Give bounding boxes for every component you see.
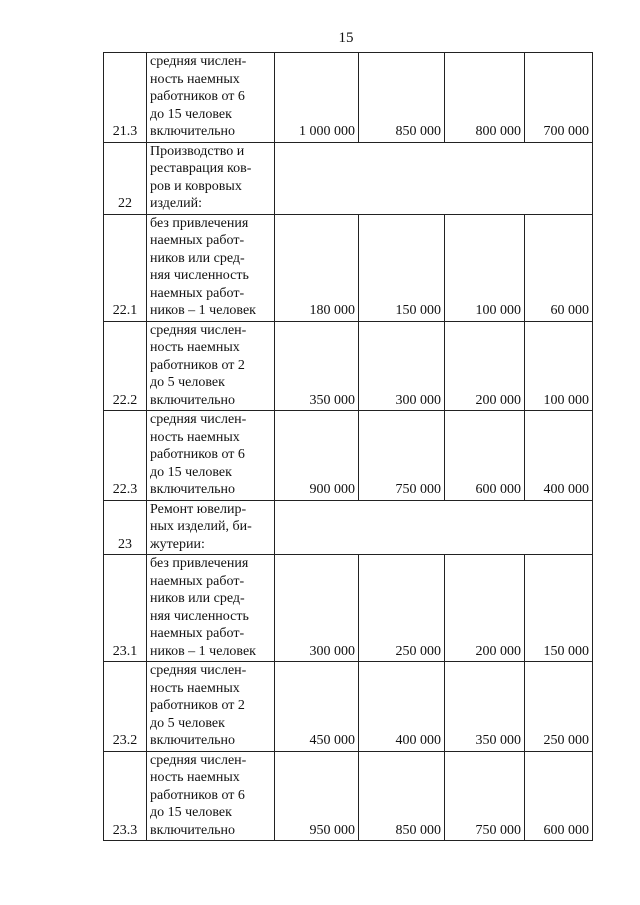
value-cell: 150 000: [359, 214, 445, 321]
row-description: [147, 321, 275, 411]
table-row: [104, 751, 593, 841]
description-line: ность наемных: [150, 71, 240, 87]
row-description: [147, 53, 275, 143]
description-line: включительно: [150, 482, 236, 497]
value-cell: 180 000: [275, 214, 359, 321]
description-line: работников от 6: [150, 447, 245, 462]
value-cell: 600 000: [445, 411, 525, 501]
tariff-table: [103, 52, 593, 841]
row-number: 23.3: [104, 751, 147, 841]
value-cell: 750 000: [359, 411, 445, 501]
description-line: без привлечения: [150, 556, 249, 571]
row-number: 22.3: [104, 411, 147, 501]
value-cell: 750 000: [445, 751, 525, 841]
value-cell: 350 000: [275, 321, 359, 411]
description-line: наемных работ-: [150, 233, 245, 248]
row-description: [147, 555, 275, 662]
description-line: средняя числен-: [150, 663, 247, 678]
description-line: включительно: [150, 733, 236, 748]
description-line: до 5 человек: [150, 375, 225, 390]
value-cell: 300 000: [359, 321, 445, 411]
value-cell: 400 000: [359, 662, 445, 752]
table-body: [104, 53, 593, 841]
section-row: [104, 500, 593, 555]
row-number: 23: [104, 500, 147, 555]
description-line: ников или сред-: [150, 250, 245, 266]
table-row: [104, 214, 593, 321]
description-line: включительно: [150, 822, 236, 838]
description-line: работников от 6: [150, 89, 245, 104]
value-cell: 150 000: [525, 555, 593, 662]
value-cell: 950 000: [275, 751, 359, 841]
value-cell: 200 000: [445, 321, 525, 411]
description-line: включительно: [150, 392, 236, 408]
row-description: [147, 411, 275, 501]
value-cell: 1 000 000: [275, 53, 359, 143]
description-line: ников – 1 человек: [150, 643, 256, 659]
description-line: работников от 2: [150, 357, 245, 373]
description-line: няя численность: [150, 268, 249, 283]
value-cell: 60 000: [525, 214, 593, 321]
description-line: ность наемных: [150, 770, 240, 785]
description-line: средняя числен-: [150, 54, 247, 69]
empty-cell: [275, 142, 593, 214]
description-line: работников от 6: [150, 787, 245, 803]
description-line: ность наемных: [150, 340, 240, 355]
value-cell: 850 000: [359, 53, 445, 143]
value-cell: 600 000: [525, 751, 593, 841]
value-cell: 250 000: [359, 555, 445, 662]
value-cell: 900 000: [275, 411, 359, 501]
value-cell: 800 000: [445, 53, 525, 143]
value-cell: 100 000: [445, 214, 525, 321]
value-cell: 200 000: [445, 555, 525, 662]
description-line: наемных работ-: [150, 285, 245, 301]
table-row: [104, 662, 593, 752]
row-number: 22.2: [104, 321, 147, 411]
description-line: реставрация ков-: [150, 161, 252, 176]
value-cell: 350 000: [445, 662, 525, 752]
row-description: [147, 142, 275, 214]
description-line: Ремонт ювелир-: [150, 501, 247, 517]
page-number: 15: [338, 30, 354, 46]
description-line: наемных работ-: [150, 626, 245, 641]
description-line: ных изделий, би-: [150, 519, 252, 534]
description-line: няя численность: [150, 608, 249, 624]
table-row: [104, 321, 593, 411]
row-number: 22: [104, 142, 147, 214]
row-number: 23.1: [104, 555, 147, 662]
description-line: изделий:: [150, 196, 202, 211]
value-cell: 700 000: [525, 53, 593, 143]
description-line: без привлечения: [150, 215, 249, 231]
row-description: [147, 751, 275, 841]
description-line: ность наемных: [150, 429, 240, 445]
description-line: до 15 человек: [150, 464, 232, 480]
table-row: [104, 411, 593, 501]
value-cell: 300 000: [275, 555, 359, 662]
description-line: наемных работ-: [150, 573, 245, 589]
table-row: [104, 555, 593, 662]
description-line: ров и ковровых: [150, 178, 242, 194]
row-description: [147, 662, 275, 752]
description-line: средняя числен-: [150, 412, 247, 427]
description-line: включительно: [150, 124, 236, 139]
description-line: средняя числен-: [150, 322, 247, 338]
description-line: средняя числен-: [150, 752, 247, 768]
value-cell: 450 000: [275, 662, 359, 752]
section-row: [104, 142, 593, 214]
description-line: до 15 человек: [150, 106, 232, 122]
row-number: 22.1: [104, 214, 147, 321]
row-description: [147, 214, 275, 321]
description-line: до 5 человек: [150, 715, 225, 731]
description-line: ников – 1 человек: [150, 303, 256, 318]
description-line: жутерии:: [150, 536, 205, 552]
value-cell: 400 000: [525, 411, 593, 501]
description-line: работников от 2: [150, 698, 245, 713]
value-cell: 100 000: [525, 321, 593, 411]
description-line: ников или сред-: [150, 591, 245, 606]
description-line: до 15 человек: [150, 805, 232, 820]
row-number: 21.3: [104, 53, 147, 143]
row-description: [147, 500, 275, 555]
value-cell: 850 000: [359, 751, 445, 841]
description-line: ность наемных: [150, 680, 240, 696]
value-cell: 250 000: [525, 662, 593, 752]
row-number: 23.2: [104, 662, 147, 752]
table-row: [104, 53, 593, 143]
empty-cell: [275, 500, 593, 555]
description-line: Производство и: [150, 143, 245, 159]
